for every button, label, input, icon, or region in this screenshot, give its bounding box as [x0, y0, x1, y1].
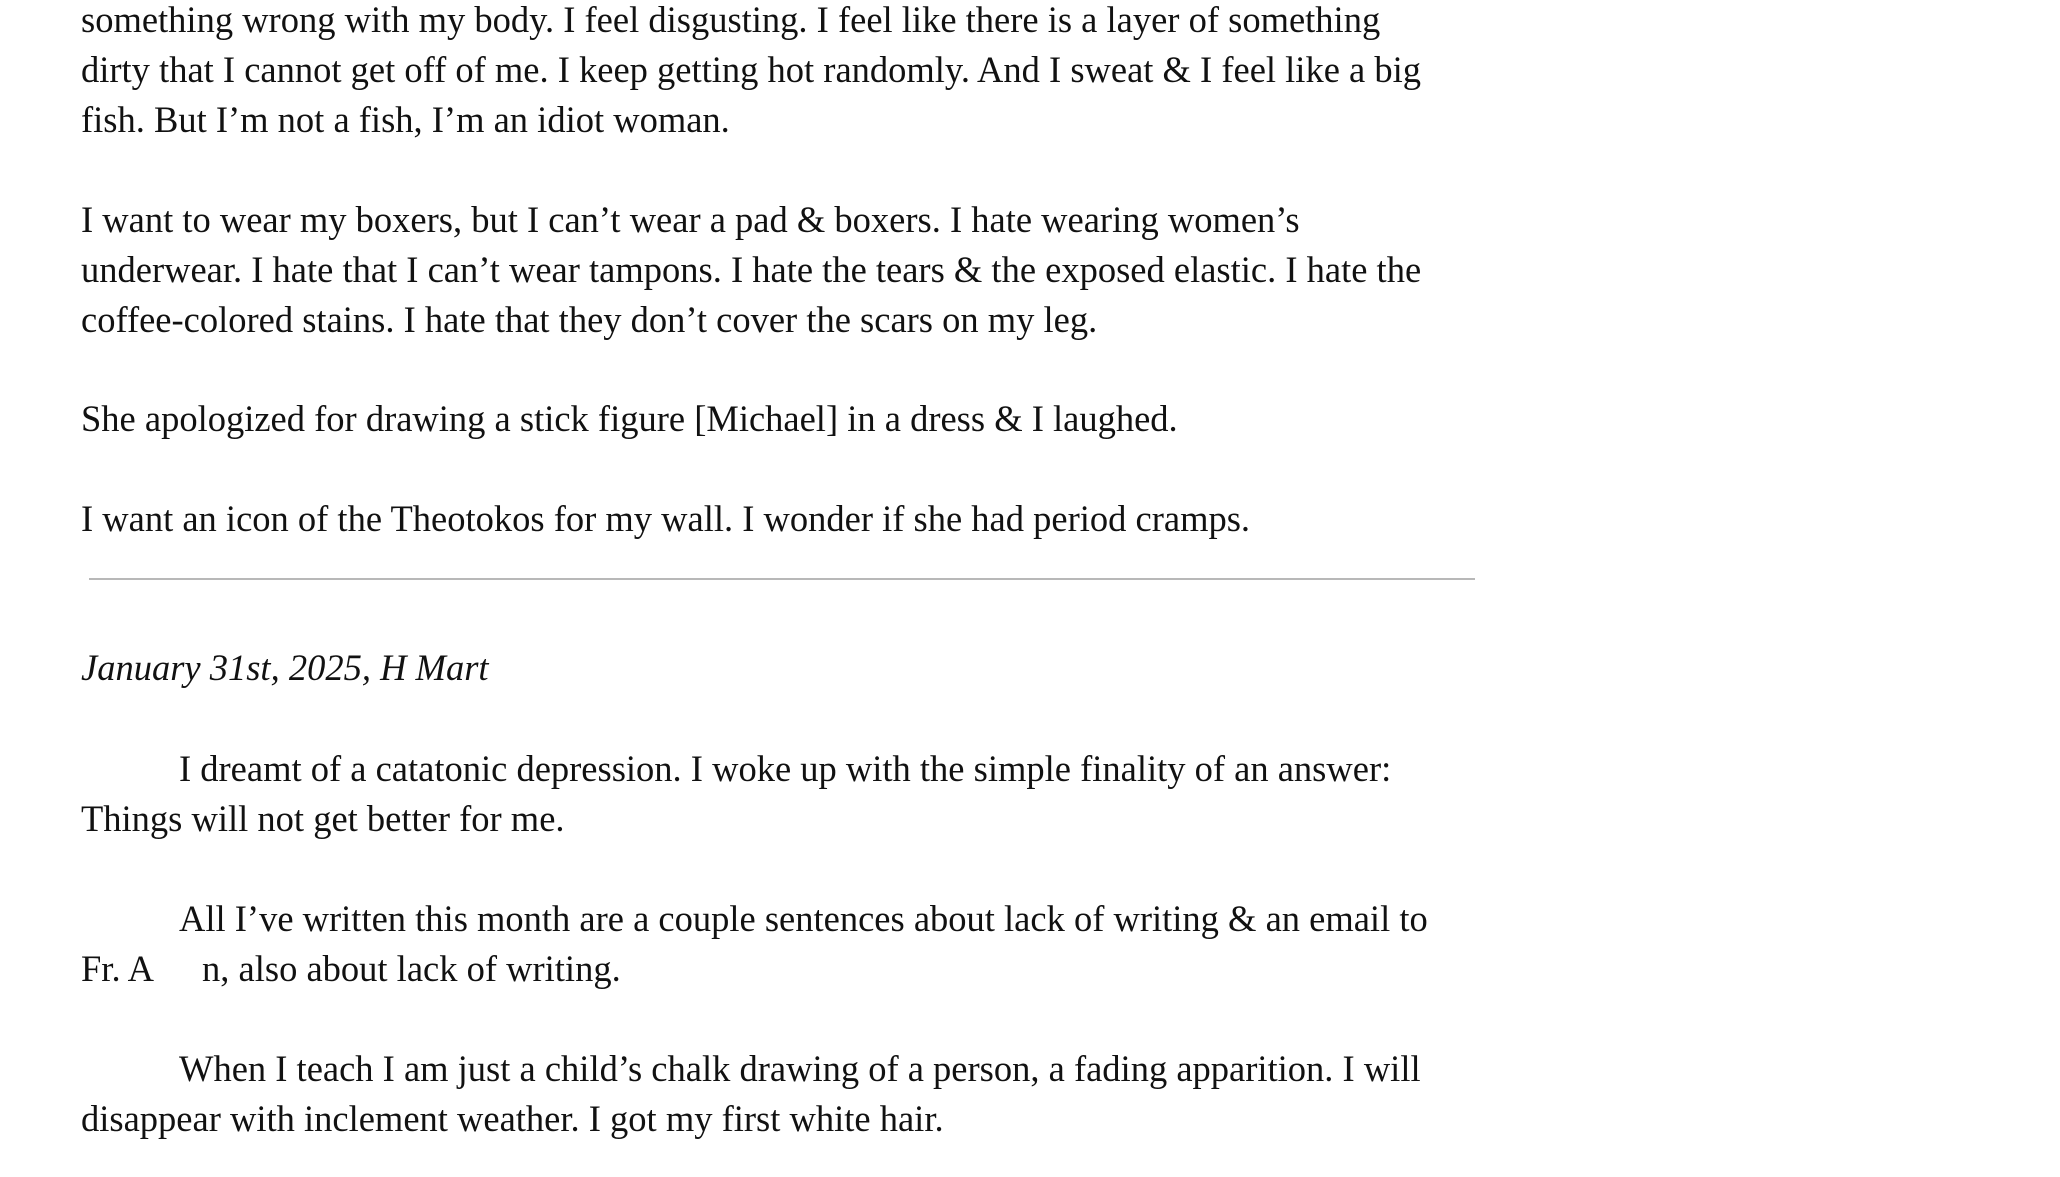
- text-fragment: Fr. A: [81, 948, 155, 989]
- paragraph-dream: [81, 744, 1391, 844]
- text-line: disappear with inclement weather. I got my first white hair.: [81, 1098, 944, 1139]
- text-line: All I’ve written this month are a couple sentences about lack of writing & an email to: [179, 898, 1428, 939]
- text-fragment: n, also about lack of writing.: [202, 948, 621, 989]
- entry-heading: [81, 643, 489, 693]
- text-line: something wrong with my body. I feel disgusting. I feel like there is a layer of something: [81, 0, 1381, 40]
- paragraph-stick-figure: [81, 394, 1178, 444]
- section-divider: [89, 578, 1475, 580]
- paragraph-body-discomfort: [81, 0, 1421, 145]
- paragraph-teaching: [81, 1044, 1421, 1144]
- text-line: Things will not get better for me.: [81, 798, 565, 839]
- text-line: I dreamt of a catatonic depression. I woke up with the simple finality of an answer:: [179, 748, 1392, 789]
- text-line: [81, 944, 1428, 994]
- text-line: coffee-colored stains. I hate that they don’t cover the scars on my leg.: [81, 299, 1098, 340]
- paragraph-underwear: [81, 195, 1421, 345]
- text-line: I want an icon of the Theotokos for my wall. I wonder if she had period cramps.: [81, 498, 1251, 539]
- text-line: underwear. I hate that I can’t wear tampons. I hate the tears & the exposed elastic. I hate the: [81, 249, 1422, 290]
- text-line: dirty that I cannot get off of me. I keep getting hot randomly. And I sweat & I feel like a big: [81, 49, 1421, 90]
- entry-date-location: January 31st, 2025, H Mart: [81, 647, 489, 688]
- text-line: fish. But I’m not a fish, I’m an idiot woman.: [81, 99, 730, 140]
- text-line: I want to wear my boxers, but I can’t wear a pad & boxers. I hate wearing women’s: [81, 199, 1300, 240]
- paragraph-theotokos: [81, 494, 1250, 544]
- text-line: She apologized for drawing a stick figure [Michael] in a dress & I laughed.: [81, 398, 1178, 439]
- paragraph-writing: [81, 894, 1428, 994]
- text-line: When I teach I am just a child’s chalk drawing of a person, a fading apparition. I will: [179, 1048, 1421, 1089]
